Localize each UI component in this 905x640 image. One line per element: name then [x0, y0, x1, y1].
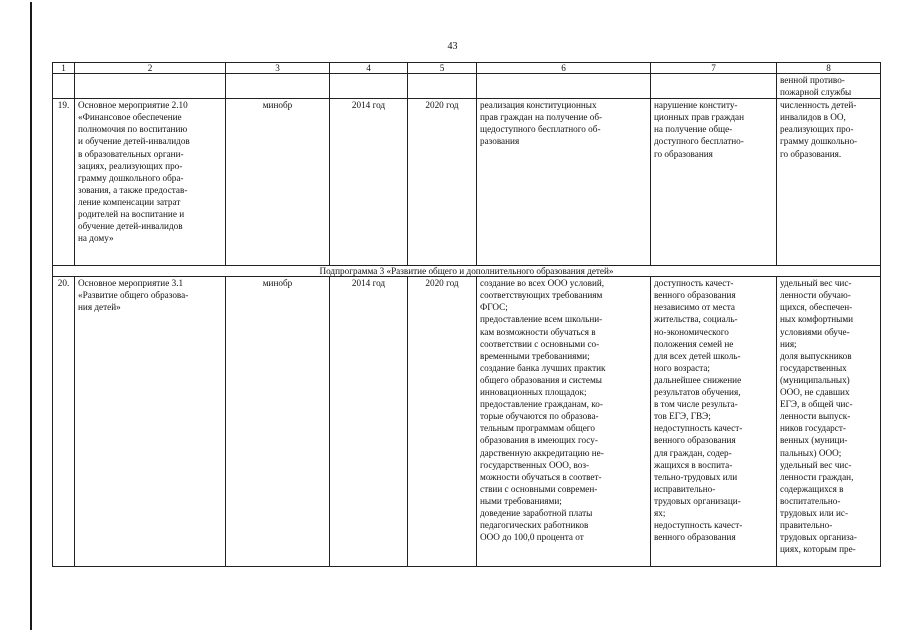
column-number: 3 [226, 63, 330, 74]
non-implementation-consequences: доступность качест- венного образования независимо от места жительства, социаль- но-экономического положения семей не для всех детей школь- ного возраста; дальнейшее снижение результатов обучения, в том числе результа- тов ЕГЭ, ГВЭ; недоступность качест- венного образования для граждан, содер- жащихся в воспита- тельно-трудовых или исправительно- трудовых организаци- ях; недоступность качест- венного образования [651, 277, 777, 567]
subprogram-row [53, 266, 881, 277]
table-row [53, 277, 881, 567]
expected-result: реализация конституционных прав граждан на получение об- щедоступного бесплатного об- разования [477, 99, 651, 266]
end-year: 2020 год [408, 99, 477, 266]
continued-row [53, 74, 881, 99]
related-indicators: численность детей- инвалидов в ОО, реализующих про- грамму дошкольно- го образования. [777, 99, 881, 266]
end-year: 2020 год [408, 277, 477, 567]
empty-cell [330, 74, 408, 99]
page-number: 43 [447, 41, 458, 52]
executor: минобр [226, 99, 330, 266]
column-number: 5 [408, 63, 477, 74]
executor: минобр [226, 277, 330, 567]
empty-cell [75, 74, 226, 99]
empty-cell [651, 74, 777, 99]
empty-cell [477, 74, 651, 99]
non-implementation-consequences: нарушение конститу- ционных прав граждан на получение обще- доступного бесплатно- го образования [651, 99, 777, 266]
column-number: 1 [53, 63, 75, 74]
column-number: 2 [75, 63, 226, 74]
empty-cell [226, 74, 330, 99]
start-year: 2014 год [330, 277, 408, 567]
column-number: 8 [777, 63, 881, 74]
measure-name: Основное мероприятие 3.1 «Развитие общего образова- ния детей» [75, 277, 226, 567]
start-year: 2014 год [330, 99, 408, 266]
row-number: 20. [53, 277, 75, 567]
empty-cell [408, 74, 477, 99]
table-row [53, 99, 881, 266]
column-number-row [53, 63, 881, 74]
measures-table [52, 62, 881, 567]
binding-line [30, 2, 32, 630]
related-indicators: удельный вес чис- ленности обучаю- щихся, обеспечен- ных комфортными условиями обуче- ния; доля выпускников государственных (муниципальных) ООО, не сдавших ЕГЭ, в общей чис- ленности выпуск- ников государст- венных (муници- пальных) ООО; удельный вес чис- ленности граждан, содержащихся в воспитательно- трудовых или ис- правительно- трудовых организа- циях, которым пре- [777, 277, 881, 567]
subprogram-title: Подпрограмма 3 «Развитие общего и дополнительного образования детей» [53, 266, 881, 277]
empty-cell [53, 74, 75, 99]
column-number: 7 [651, 63, 777, 74]
expected-result: создание во всех ООО условий, соответствующих требованиям ФГОС; предоставление всем школьни- кам возможности обучаться в соответствии с основными со- временными требованиями; создание банка лучших практик общего образования и системы инновационных площадок; предоставление гражданам, ко- торые обучаются по образова- тельным программам общего образования в имеющих госу- дарственную аккредитацию не- государственных ООО, воз- можности обучаться в соответ- ствии с основными современ- ными требованиями; доведение заработной платы педагогических работников ООО до 100,0 процента от [477, 277, 651, 567]
row-number: 19. [53, 99, 75, 266]
column-number: 4 [330, 63, 408, 74]
measure-name: Основное мероприятие 2.10 «Финансовое обеспечение полномочия по воспитанию и обучение детей-инвалидов в образовательных органи- зациях, реализующих про- грамму дошкольного обра- зования, а также предостав- ление компенсации затрат родителей на воспитание и обучение детей-инвалидов на дому» [75, 99, 226, 266]
continued-indicator-text: венной противо- пожарной службы [777, 74, 881, 99]
column-number: 6 [477, 63, 651, 74]
